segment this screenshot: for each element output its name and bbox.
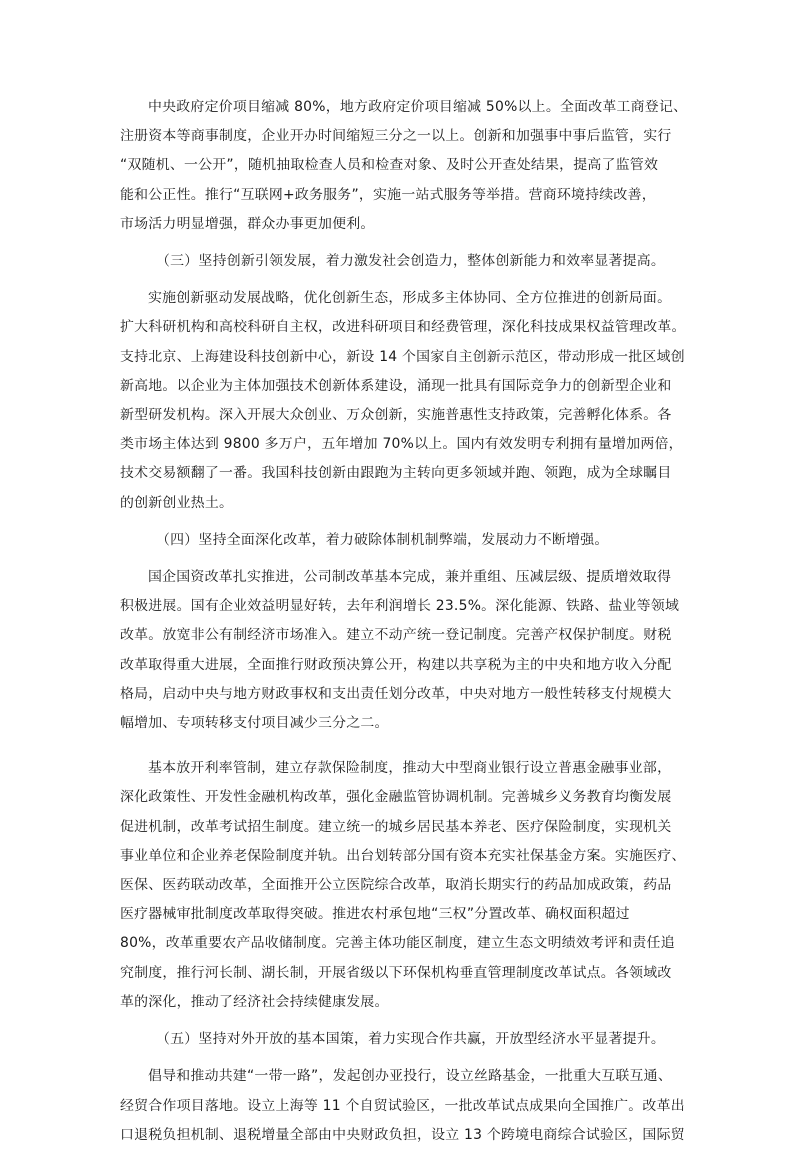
text-line: 幅增加、专项转移支付项目减少三分之二。	[120, 715, 389, 732]
text-line: “双随机、一公开”，随机抽取检查人员和检查对象、及时公开查处结果，提高了监管效	[120, 157, 659, 174]
text-line: 注册资本等商事制度，企业开办时间缩短三分之一以上。创新和加强事中事后监管，实行	[120, 128, 672, 145]
text-line: 究制度，推行河长制、湖长制，开展省级以下环保机构垂直管理制度改革试点。各领域改	[120, 964, 672, 981]
text-line: 技术交易额翻了一番。我国科技创新由跟跑为主转向更多领域并跑、领跑，成为全球瞩目	[120, 465, 672, 482]
text-line: 的创新创业热土。	[120, 494, 234, 511]
text-line: 80%，改革重要农产品收储制度。完善主体功能区制度，建立生态文明绩效考评和责任追	[120, 935, 675, 952]
text-line: 革的深化，推动了经济社会持续健康发展。	[120, 993, 389, 1010]
text-line: 改革取得重大进展，全面推行财政预决算公开，构建以共享税为主的中央和地方收入分配	[120, 656, 672, 673]
text-line: 国企国资改革扎实推进，公司制改革基本完成，兼并重组、压减层级、提质增效取得	[148, 569, 672, 586]
paragraph-opening-up	[120, 1062, 694, 1150]
text-line: 支持北京、上海建设科技创新中心，新设 14 个国家自主创新示范区，带动形成一批区域创	[120, 348, 685, 365]
section-heading-4: （四）坚持全面深化改革，着力破除体制机制弊端，发展动力不断增强。	[156, 531, 609, 548]
text-line: 类市场主体达到 9800 多万户，五年增加 70%以上。国内有效发明专利拥有量增加两倍，	[120, 436, 683, 453]
section-heading-3: （三）坚持创新引领发展，着力激发社会创造力，整体创新能力和效率显著提高。	[156, 253, 666, 270]
text-line: 新型研发机构。深入开展大众创业、万众创新，实施普惠性支持政策，完善孵化体系。各	[120, 407, 672, 424]
text-line: 市场活力明显增强，群众办事更加便利。	[120, 215, 375, 232]
text-line: 口退税负担机制、退税增量全部由中央财政负担，设立 13 个跨境电商综合试验区，国际贸	[120, 1126, 685, 1143]
text-line: 医保、医药联动改革，全面推开公立医院综合改革，取消长期实行的药品加成政策，药品	[120, 877, 672, 894]
text-line: 经贸合作项目落地。设立上海等 11 个自贸试验区，一批改革试点成果向全国推广。改革出	[120, 1097, 685, 1114]
text-line: 医疗器械审批制度改革取得突破。推进农村承包地“三权”分置改革、确权面积超过	[120, 906, 630, 923]
text-line: 深化政策性、开发性金融机构改革，强化金融监管协调机制。完善城乡义务教育均衡发展	[120, 789, 672, 806]
text-line: 新高地。以企业为主体加强技术创新体系建设，涌现一批具有国际竞争力的创新型企业和	[120, 377, 672, 394]
text-line: 事业单位和企业养老保险制度并轨。出台划转部分国有资本充实社保基金方案。实施医疗、	[120, 847, 686, 864]
text-line: 基本放开利率管制，建立存款保险制度，推动大中型商业银行设立普惠金融事业部，	[148, 760, 672, 777]
text-line: 格局，启动中央与地方财政事权和支出责任划分改革，中央对地方一般性转移支付规模大	[120, 685, 672, 702]
paragraph-soe-reform	[120, 563, 694, 738]
text-line: 改革。放宽非公有制经济市场准入。建立不动产统一登记制度。完善产权保护制度。财税	[120, 627, 672, 644]
paragraph-innovation	[120, 284, 694, 518]
text-line: 扩大科研机构和高校科研自主权，改进科研项目和经费管理，深化科技成果权益管理改革。	[120, 319, 686, 336]
text-line: 能和公正性。推行“互联网+政务服务”，实施一站式服务等举措。营商环境持续改善，	[120, 186, 656, 203]
text-line: 促进机制，改革考试招生制度。建立统一的城乡居民基本养老、医疗保险制度，实现机关	[120, 818, 672, 835]
text-line: 中央政府定价项目缩减 80%，地方政府定价项目缩减 50%以上。全面改革工商登记、	[148, 99, 688, 115]
paragraph-market-environment	[120, 93, 694, 239]
paragraph-financial-reform	[120, 754, 694, 1017]
text-line: 倡导和推动共建“一带一路”，发起创办亚投行，设立丝路基金，一批重大互联互通、	[148, 1068, 672, 1085]
text-line: 实施创新驱动发展战略，优化创新生态，形成多主体协同、全方位推进的创新局面。	[148, 290, 672, 307]
text-line: 积极进展。国有企业效益明显好转，去年利润增长 23.5%。深化能源、铁路、盐业等领域	[120, 598, 680, 615]
section-heading-5: （五）坚持对外开放的基本国策，着力实现合作共赢，开放型经济水平显著提升。	[156, 1031, 666, 1048]
document-page	[120, 93, 694, 1150]
